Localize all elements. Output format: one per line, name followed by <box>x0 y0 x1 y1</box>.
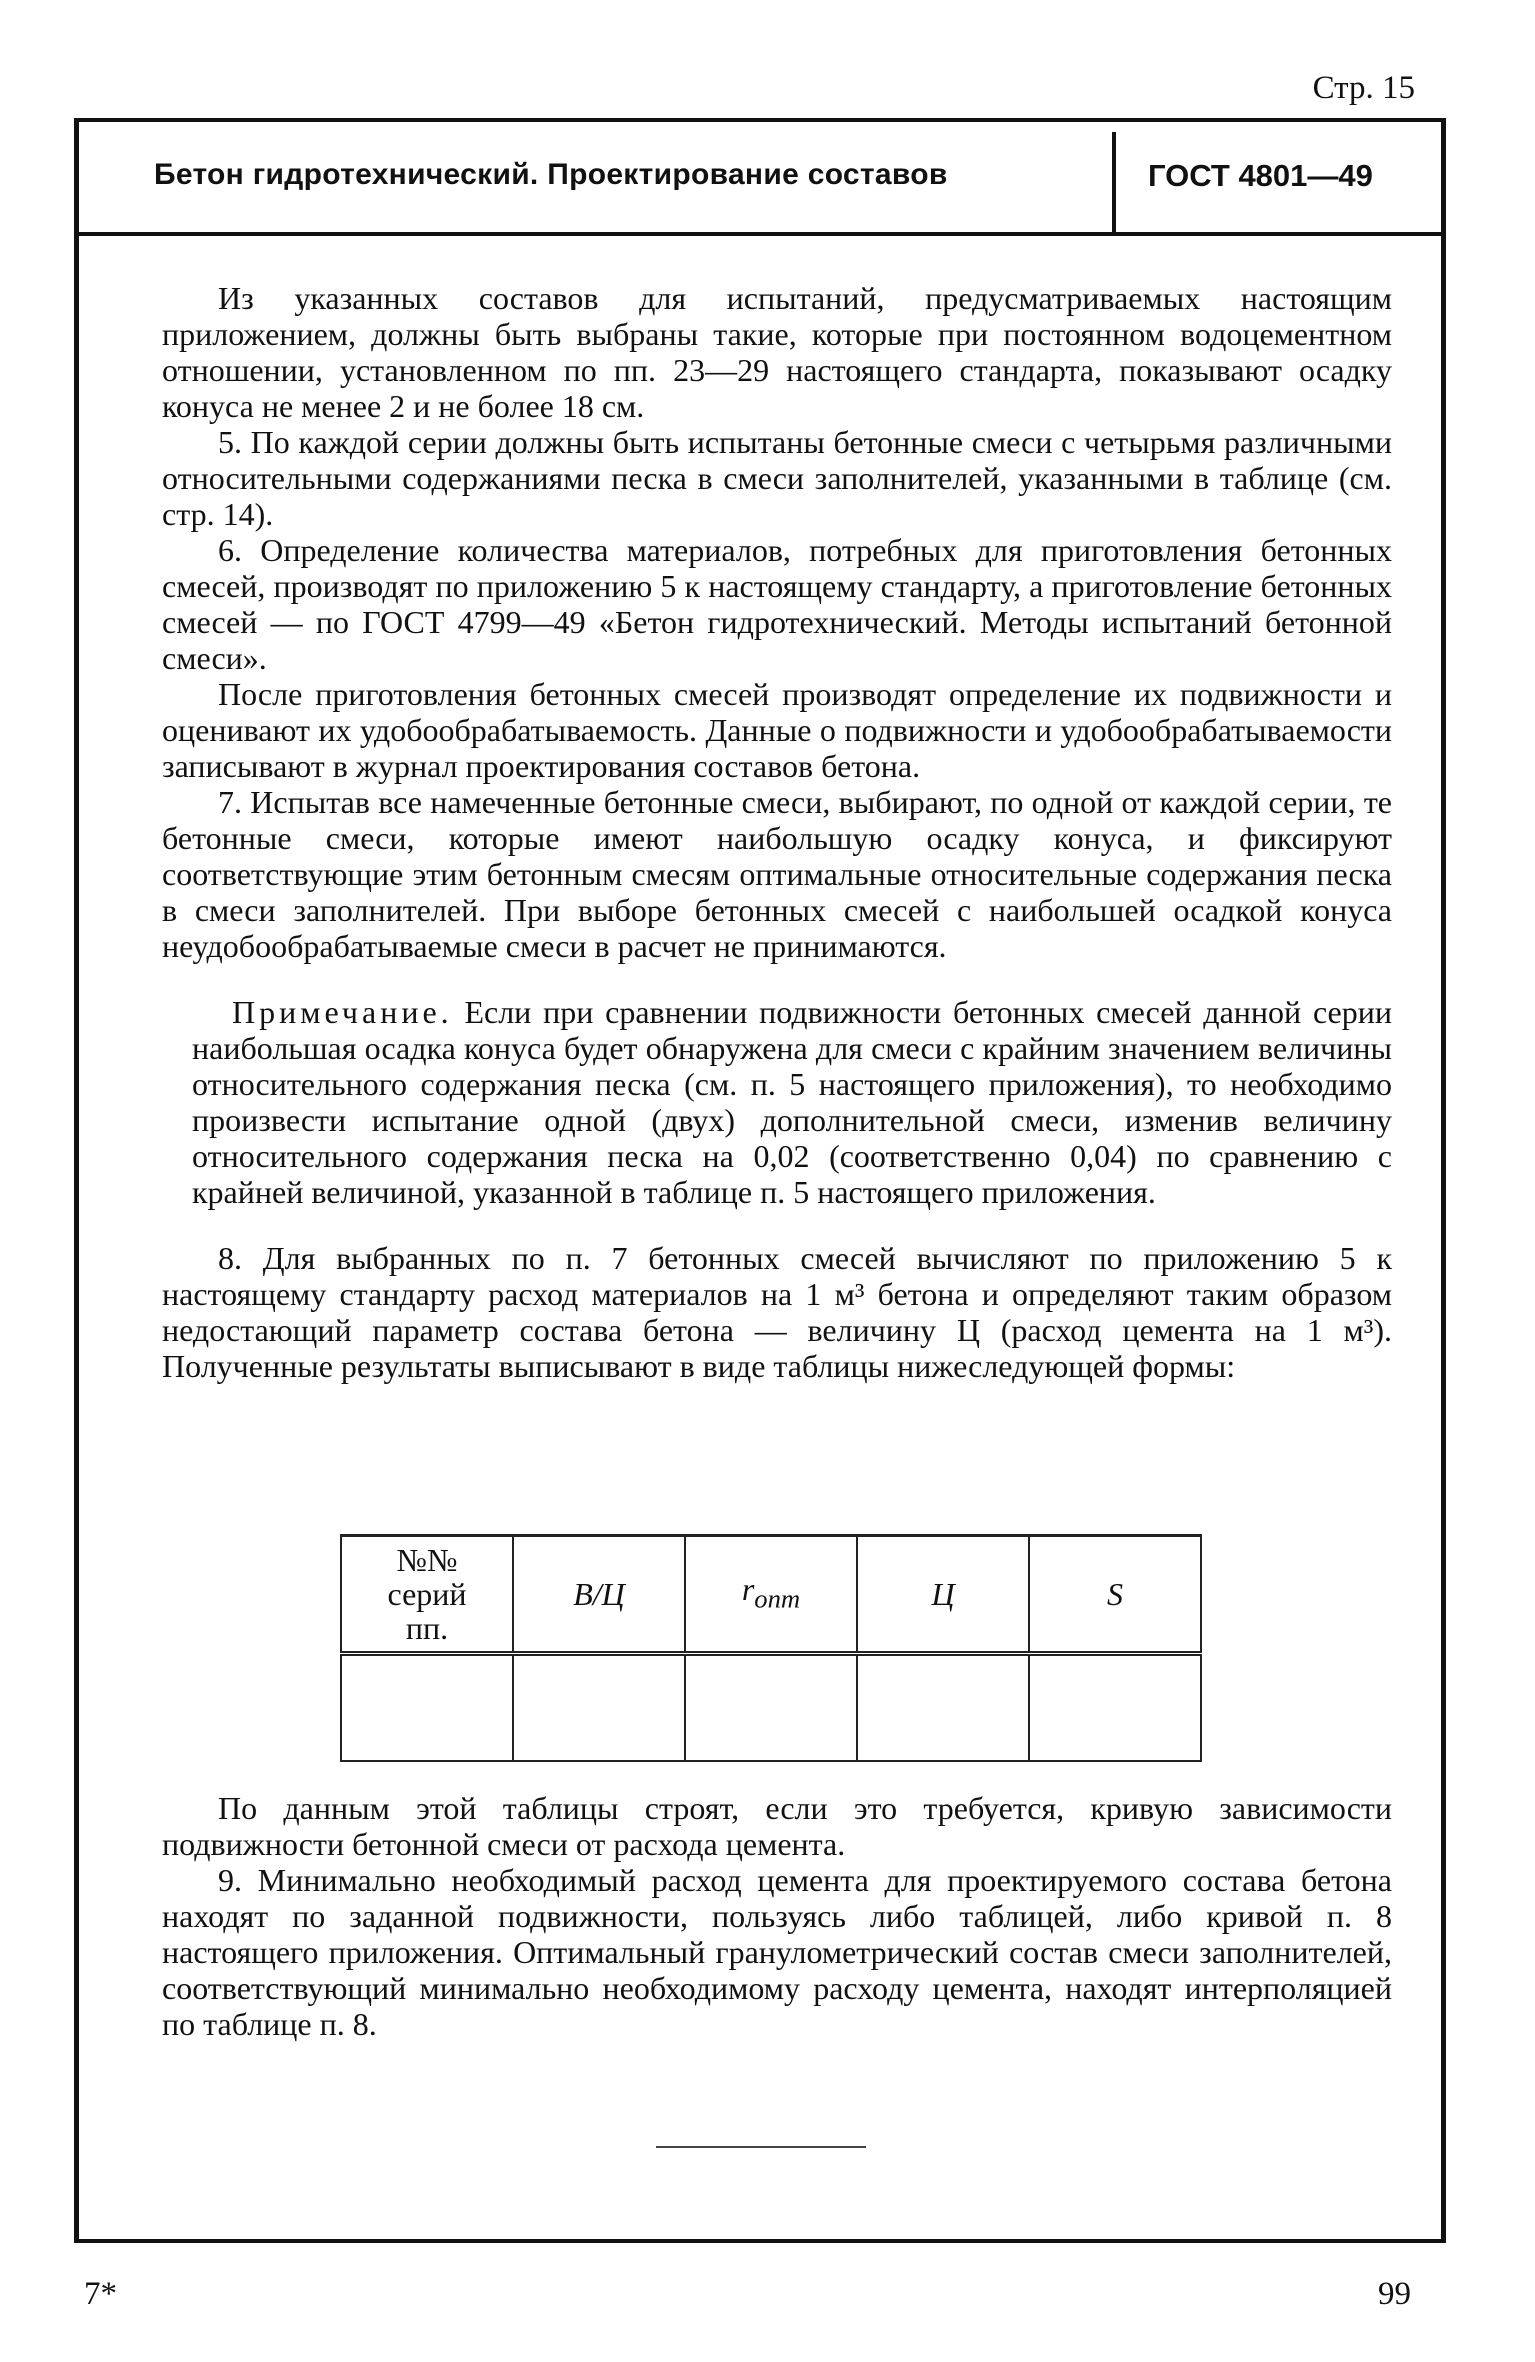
paragraph-6b: После приготовления бетонных смесей производят определение их подвижности и оценивают их удобообрабатываемость. Данные о подвижности и удобообрабатываемости записывают в журнал проектирования составов бетона. <box>162 676 1392 784</box>
header-r-opt: $r_{опт}$ <box>685 1536 857 1654</box>
header-s: S <box>1029 1536 1201 1654</box>
paragraph-8: 8. Для выбранных по п. 7 бетонных смесей вычисляют по приложению 5 к настоящему стандарту расход материалов на 1 м³ бетона и определяют таким образом недостающий параметр состава бетона — величину Ц (расход цемента на 1 м³). Полученные результаты выписывают в виде таблицы нижеследующей формы: <box>162 1240 1392 1384</box>
after-table-text <box>162 1790 1392 2042</box>
header-rule <box>74 232 1446 236</box>
header-series: №№ серий пп. <box>341 1536 513 1654</box>
footer-page-number: 99 <box>1378 2276 1411 2312</box>
results-form-table <box>340 1534 1202 1762</box>
header-cement: Ц <box>857 1536 1029 1654</box>
note-label: Примечание. <box>232 994 453 1030</box>
paragraph-7: 7. Испытав все намеченные бетонные смеси, выбирают, по одной от каждой серии, те бетонные смеси, которые имеют наибольшую осадку конуса, и фиксируют соответствующие этим бетонным смесям оптимальные относительные содержания песка в смеси заполнителей. При выборе бетонных смесей с наибольшей осадкой конуса неудобообрабатываемые смеси в расчет не принимаются. <box>162 784 1392 964</box>
table-cell <box>513 1654 685 1762</box>
table-cell <box>341 1654 513 1762</box>
header-title: Бетон гидротехнический. Проектирование составов <box>154 158 948 191</box>
paragraph-intro: Из указанных составов для испытаний, предусматриваемых настоящим приложением, должны быть выбраны такие, которые при постоянном водоцементном отношении, установленном по пп. 23—29 настоящего стандарта, показывают осадку конуса не менее 2 и не более 18 см. <box>162 280 1392 424</box>
header-code: ГОСТ 4801—49 <box>1148 158 1373 193</box>
paragraph-6: 6. Определение количества материалов, потребных для приготовления бетонных смесей, производят по приложению 5 к настоящему стандарту, а приготовление бетонных смесей — по ГОСТ 4799—49 «Бетон гидротехнический. Методы испытаний бетонной смеси». <box>162 532 1392 676</box>
paragraph-curve: По данным этой таблицы строят, если это требуется, кривую зависимости подвижности бетонной смеси от расхода цемента. <box>162 1790 1392 1862</box>
table-row <box>341 1654 1201 1762</box>
footer-signature-mark: 7* <box>84 2276 117 2312</box>
table-cell <box>857 1654 1029 1762</box>
table-header-row <box>341 1536 1201 1654</box>
main-text <box>162 280 1392 1384</box>
note <box>162 994 1392 1210</box>
end-rule <box>656 2146 866 2148</box>
header-divider <box>1112 132 1116 232</box>
paragraph-5: 5. По каждой серии должны быть испытаны бетонные смеси с четырьмя различными относительными содержаниями песка в смеси заполнителей, указанными в таблице (см. стр. 14). <box>162 424 1392 532</box>
paragraph-9: 9. Минимально необходимый расход цемента для проектируемого состава бетона находят по заданной подвижности, пользуясь либо таблицей, либо кривой п. 8 настоящего приложения. Оптимальный гранулометрический состав смеси заполнителей, соответствующий минимально необходимому расходу цемента, находят интерполяцией по таблице п. 8. <box>162 1862 1392 2042</box>
header-water-cement: В/Ц <box>513 1536 685 1654</box>
note-text: Если при сравнении подвижности бетонных смесей данной серии наибольшая осадка конуса будет обнаружена для смеси с крайним значением величины относительного содержания песка (см. п. 5 настоящего приложения), то необходимо произвести испытание одной (двух) дополнительной смеси, изменив величину относительного содержания песка на 0,02 (соответственно 0,04) по сравнению с крайней величиной, указанной в таблице п. 5 настоящего приложения. <box>192 994 1393 1210</box>
table-cell <box>685 1654 857 1762</box>
document-header <box>74 122 1446 234</box>
table-cell <box>1029 1654 1201 1762</box>
page-number: Стр. 15 <box>1312 70 1415 106</box>
